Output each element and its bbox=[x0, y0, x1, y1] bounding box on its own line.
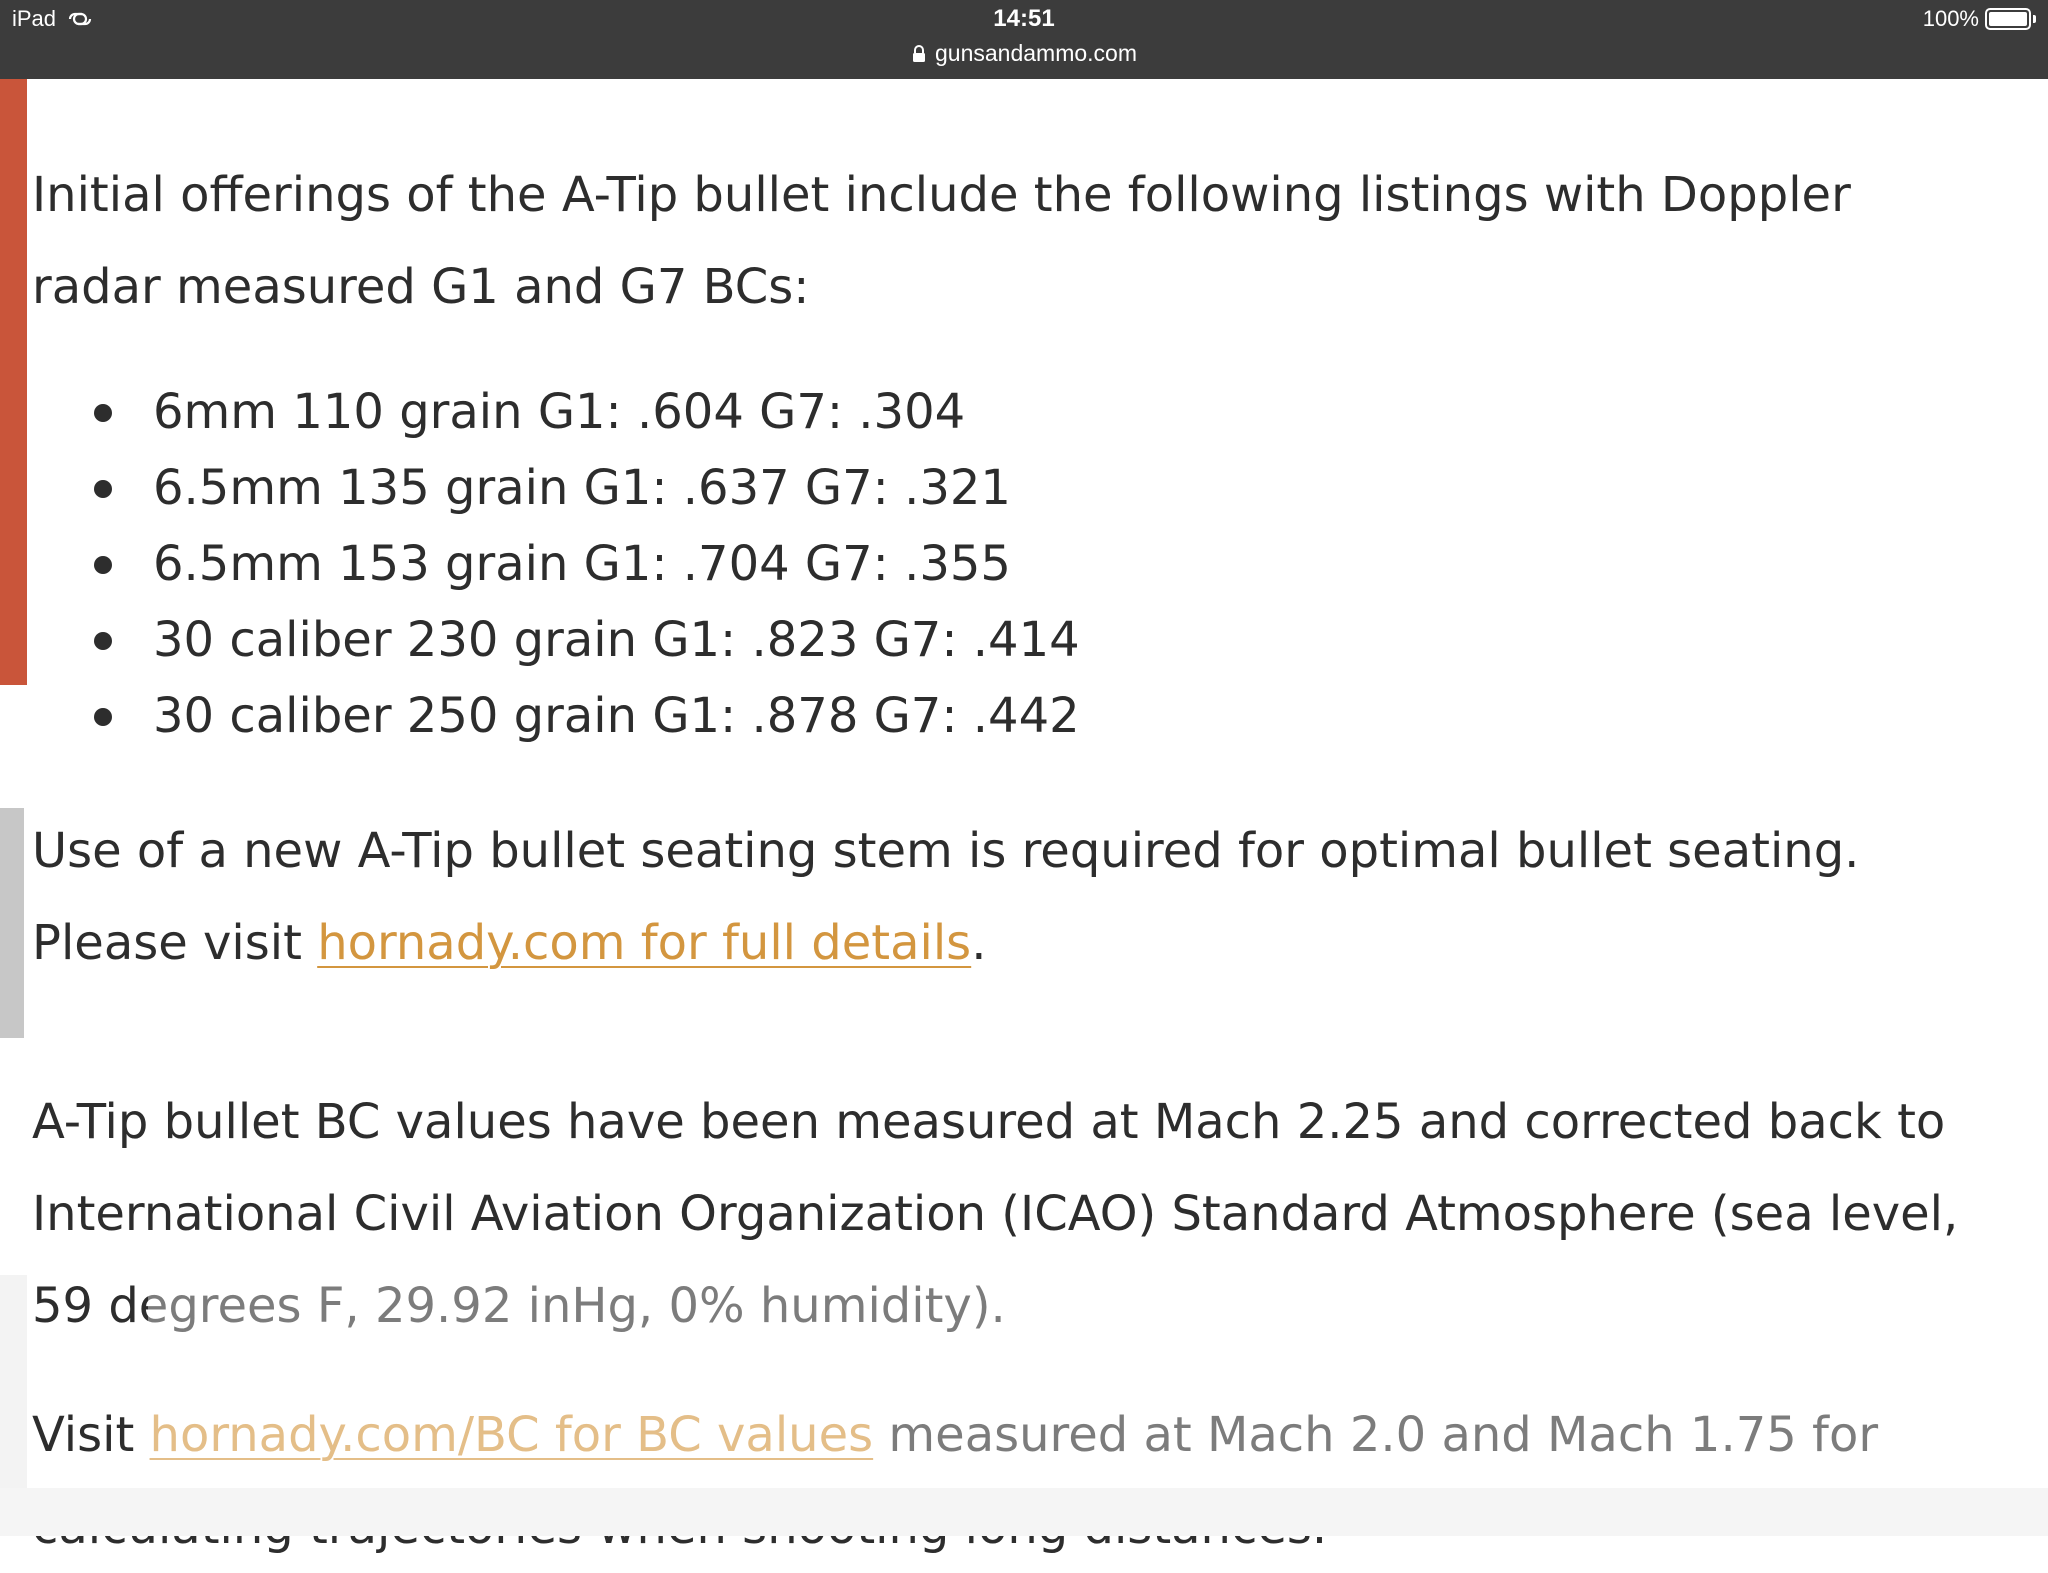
status-right bbox=[1923, 6, 2036, 32]
listing-text: 6mm 110 grain G1: .604 G7: .304 bbox=[153, 384, 966, 440]
listing-text: 6.5mm 153 grain G1: .704 G7: .355 bbox=[153, 536, 1011, 592]
bullet-dot bbox=[94, 404, 112, 422]
battery-fill bbox=[1989, 12, 2027, 26]
bullet-dot bbox=[94, 556, 112, 574]
bc-values-paragraph: A-Tip bullet BC values have been measured at Mach 2.25 and corrected back to International Civil Aviation Organization (ICAO) Standard Atmosphere (sea level, 59 degrees F, 29.92 inHg, 0% humidity). bbox=[32, 1094, 1959, 1334]
lock-icon bbox=[911, 45, 927, 63]
listing-text: 30 caliber 230 grain G1: .823 G7: .414 bbox=[153, 612, 1080, 668]
clock: 14:51 bbox=[993, 5, 1055, 32]
seating-paragraph bbox=[32, 805, 2022, 989]
list-item bbox=[32, 526, 1080, 602]
battery-icon bbox=[1985, 8, 2031, 30]
battery-nub bbox=[2033, 15, 2036, 23]
battery-percent: 100% bbox=[1922, 6, 1979, 31]
intro-paragraph: Initial offerings of the A-Tip bullet include the following listings with Doppler radar measured G1 and G7 BCs: bbox=[32, 167, 1851, 315]
scroll-indicator[interactable] bbox=[0, 808, 24, 1038]
address-bar[interactable] bbox=[0, 40, 2048, 67]
bc-listings bbox=[32, 374, 1080, 754]
bullet-dot bbox=[94, 632, 112, 650]
visit-rest: measured at Mach 2.0 and Mach 1.75 for bbox=[888, 1407, 1879, 1463]
seating-period: . bbox=[971, 915, 987, 971]
hornady-details-link[interactable]: hornady.com for full details bbox=[317, 915, 972, 971]
url-text: gunsandammo.com bbox=[935, 40, 1137, 66]
device-name: iPad bbox=[12, 6, 57, 31]
status-bar bbox=[0, 0, 2048, 79]
list-item bbox=[32, 374, 1080, 450]
bullet-dot bbox=[94, 708, 112, 726]
hornady-bc-link[interactable]: hornady.com/BC for BC values bbox=[149, 1407, 874, 1463]
seating-text: Use of a new A-Tip bullet seating stem is required for optimal bullet seating. Please visit bbox=[32, 823, 1860, 971]
list-item bbox=[32, 450, 1080, 526]
bullet-dot bbox=[94, 480, 112, 498]
list-item bbox=[32, 678, 1080, 754]
list-item bbox=[32, 602, 1080, 678]
accent-bar bbox=[0, 79, 27, 685]
listing-text: 30 caliber 250 grain G1: .878 G7: .442 bbox=[153, 688, 1080, 744]
listing-text: 6.5mm 135 grain G1: .637 G7: .321 bbox=[153, 460, 1011, 516]
bottom-strip bbox=[0, 1488, 2048, 1536]
visit-paragraph bbox=[32, 1389, 2022, 1573]
left-gutter bbox=[0, 1275, 27, 1488]
visit-text: Visit bbox=[32, 1407, 150, 1463]
